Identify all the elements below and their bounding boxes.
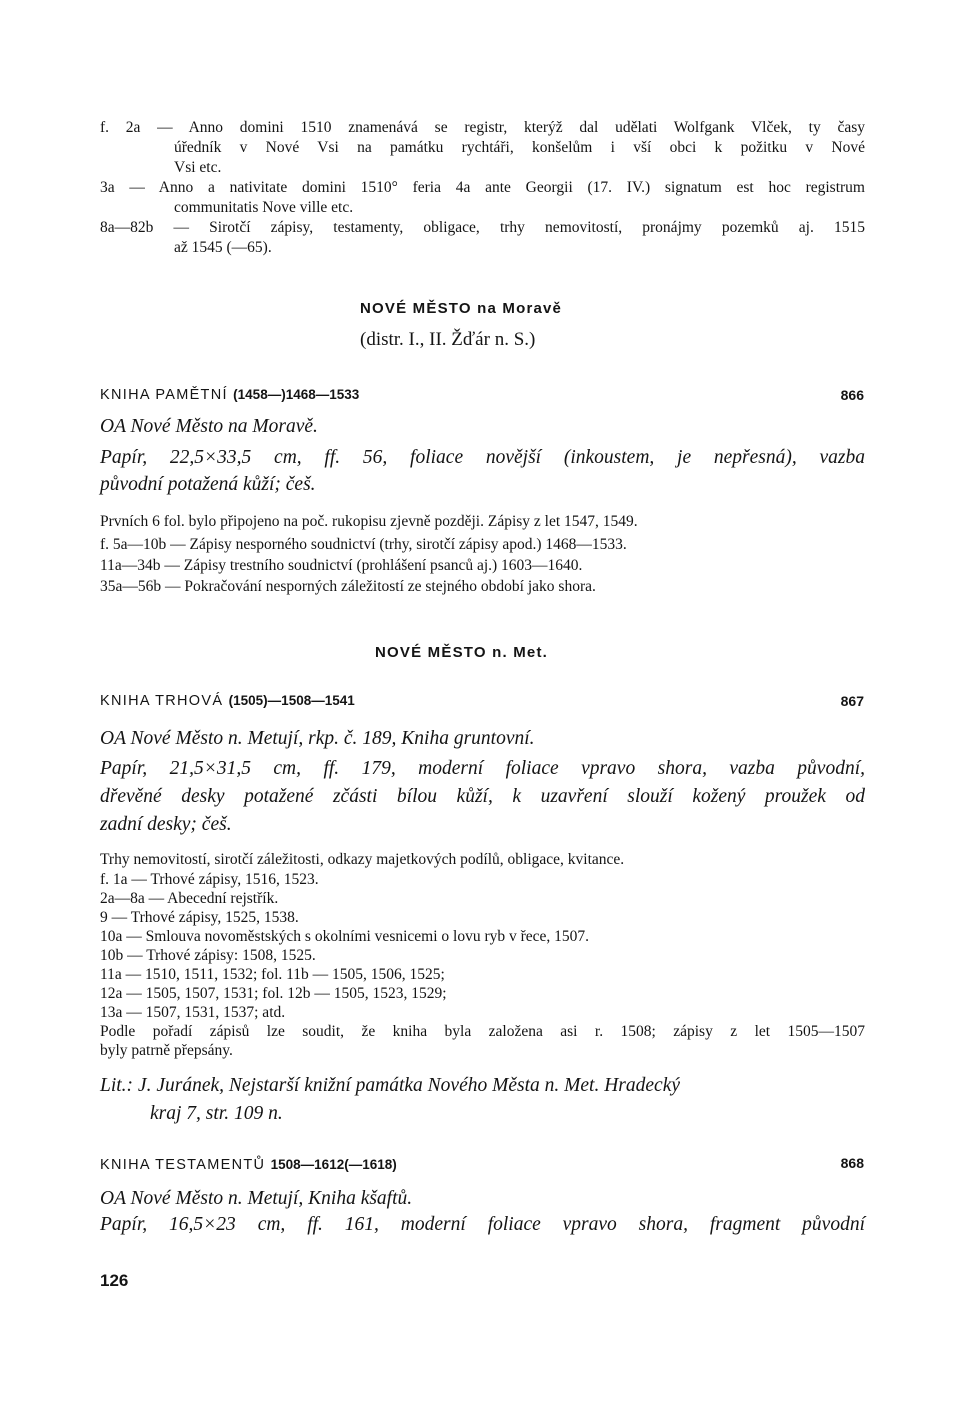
entry-867-note: f. 1a — Trhové zápisy, 1516, 1523. [100, 871, 319, 888]
entry-868-heading [100, 1156, 397, 1174]
entry-867-heading-text: KNIHA TRHOVÁ [100, 693, 224, 709]
entry-867-note: 10b — Trhové zápisy: 1508, 1525. [100, 947, 316, 964]
top-entry-3-line-2: až 1545 (—65). [174, 239, 272, 256]
entry-867-note: 13a — 1507, 1531, 1537; atd. [100, 1004, 286, 1021]
section-subtitle: (distr. I., II. Žďár n. S.) [360, 329, 536, 350]
top-entry-1-line-3: Vsi etc. [174, 159, 222, 176]
entry-866-archive: OA Nové Město na Moravě. [100, 416, 318, 437]
entry-866-desc-line-1: Papír, 22,5×33,5 cm, ff. 56, foliace novější (inkoustem, je nepřesná), vazba [100, 447, 865, 468]
entry-868-desc-line-1: Papír, 16,5×23 cm, ff. 161, moderní foliace vpravo shora, fragment původní [100, 1214, 865, 1235]
top-entry-1-line-2: úředník v Nové Vsi na památku rychtáři, konšelům i vší obci k požitku v Nové [174, 139, 865, 156]
entry-867-note: Trhy nemovitostí, sirotčí záležitosti, odkazy majetkových podílů, obligace, kvitance. [100, 851, 625, 868]
entry-867-closing-line-1: Podle pořadí zápisů lze soudit, že kniha byla založena asi r. 1508; zápisy z let 1505—1507 [100, 1023, 865, 1040]
entry-867-heading [100, 692, 355, 710]
entry-868-number: 868 [840, 1155, 864, 1171]
entry-866-heading-text: KNIHA PAMĚTNÍ [100, 387, 228, 403]
entry-867-note: 10a — Smlouva novoměstských s okolními vesnicemi o lovu ryb v řece, 1507. [100, 928, 590, 945]
entry-868-heading-text: KNIHA TESTAMENTŮ [100, 1157, 266, 1173]
entry-867-heading-dates: (1505)—1508—1541 [228, 693, 355, 708]
entry-866-number: 866 [840, 387, 864, 403]
entry-866-note: f. 5a—10b — Zápisy nesporného soudnictví (trhy, sirotčí zápisy apod.) 1468—1533. [100, 536, 627, 553]
entry-868-heading-dates: 1508—1612(—1618) [270, 1157, 397, 1172]
section-title-nove-mesto-na-morave: NOVÉ MĚSTO na Moravě [360, 300, 563, 317]
entry-866-heading [100, 386, 359, 404]
entry-867-desc-line-1: Papír, 21,5×31,5 cm, ff. 179, moderní foliace vpravo shora, vazba původní, [100, 758, 865, 779]
entry-866-note: 11a—34b — Zápisy trestního soudnictví (prohlášení psanců aj.) 1603—1640. [100, 557, 583, 574]
entry-867-literature-line-2: kraj 7, str. 109 n. [150, 1103, 283, 1124]
top-entry-1-line-1: f. 2a — Anno domini 1510 znamenává se registr, kterýž dal udělati Wolfgank Vlček, ty časy [100, 119, 865, 136]
section-title-nove-mesto-n-met: NOVÉ MĚSTO n. Met. [375, 644, 549, 661]
entry-866-heading-dates: (1458—)1468—1533 [233, 387, 360, 402]
entry-867-literature-line-1: Lit.: J. Juránek, Nejstarší knižní památka Nového Města n. Met. Hradecký [100, 1075, 681, 1096]
entry-867-closing-line-2: byly patrně přepsány. [100, 1042, 233, 1059]
entry-866-desc-line-2: původní potažená kůží; češ. [100, 474, 316, 495]
entry-867-note: 9 — Trhové zápisy, 1525, 1538. [100, 909, 299, 926]
top-entry-2-line-2: communitatis Nove ville etc. [174, 199, 354, 216]
entry-866-note: 35a—56b — Pokračování nesporných záležitostí ze stejného období jako shora. [100, 578, 596, 595]
entry-867-number: 867 [840, 693, 864, 709]
top-entry-2-line-1: 3a — Anno a nativitate domini 1510° feria 4a ante Georgii (17. IV.) signatum est hoc registrum [100, 179, 865, 196]
page-number: 126 [100, 1271, 129, 1290]
top-entry-3-line-1: 8a—82b — Sirotčí zápisy, testamenty, obligace, trhy nemovitostí, pronájmy pozemků aj. 1515 [100, 219, 865, 236]
entry-867-desc-line-3: zadní desky; češ. [100, 814, 232, 835]
entry-868-archive: OA Nové Město n. Metují, Kniha kšaftů. [100, 1188, 413, 1209]
entry-867-note: 12a — 1505, 1507, 1531; fol. 12b — 1505, 1523, 1529; [100, 985, 447, 1002]
entry-866-note: Prvních 6 fol. bylo připojeno na poč. rukopisu zjevně později. Zápisy z let 1547, 1549. [100, 513, 638, 530]
entry-867-desc-line-2: dřevěné desky potažené zčásti bílou kůží, k uzavření slouží kožený proužek od [100, 786, 865, 807]
entry-867-note: 2a—8a — Abecední rejstřík. [100, 890, 279, 907]
entry-867-note: 11a — 1510, 1511, 1532; fol. 11b — 1505, 1506, 1525; [100, 966, 445, 983]
entry-867-archive: OA Nové Město n. Metují, rkp. č. 189, Kniha gruntovní. [100, 728, 535, 749]
